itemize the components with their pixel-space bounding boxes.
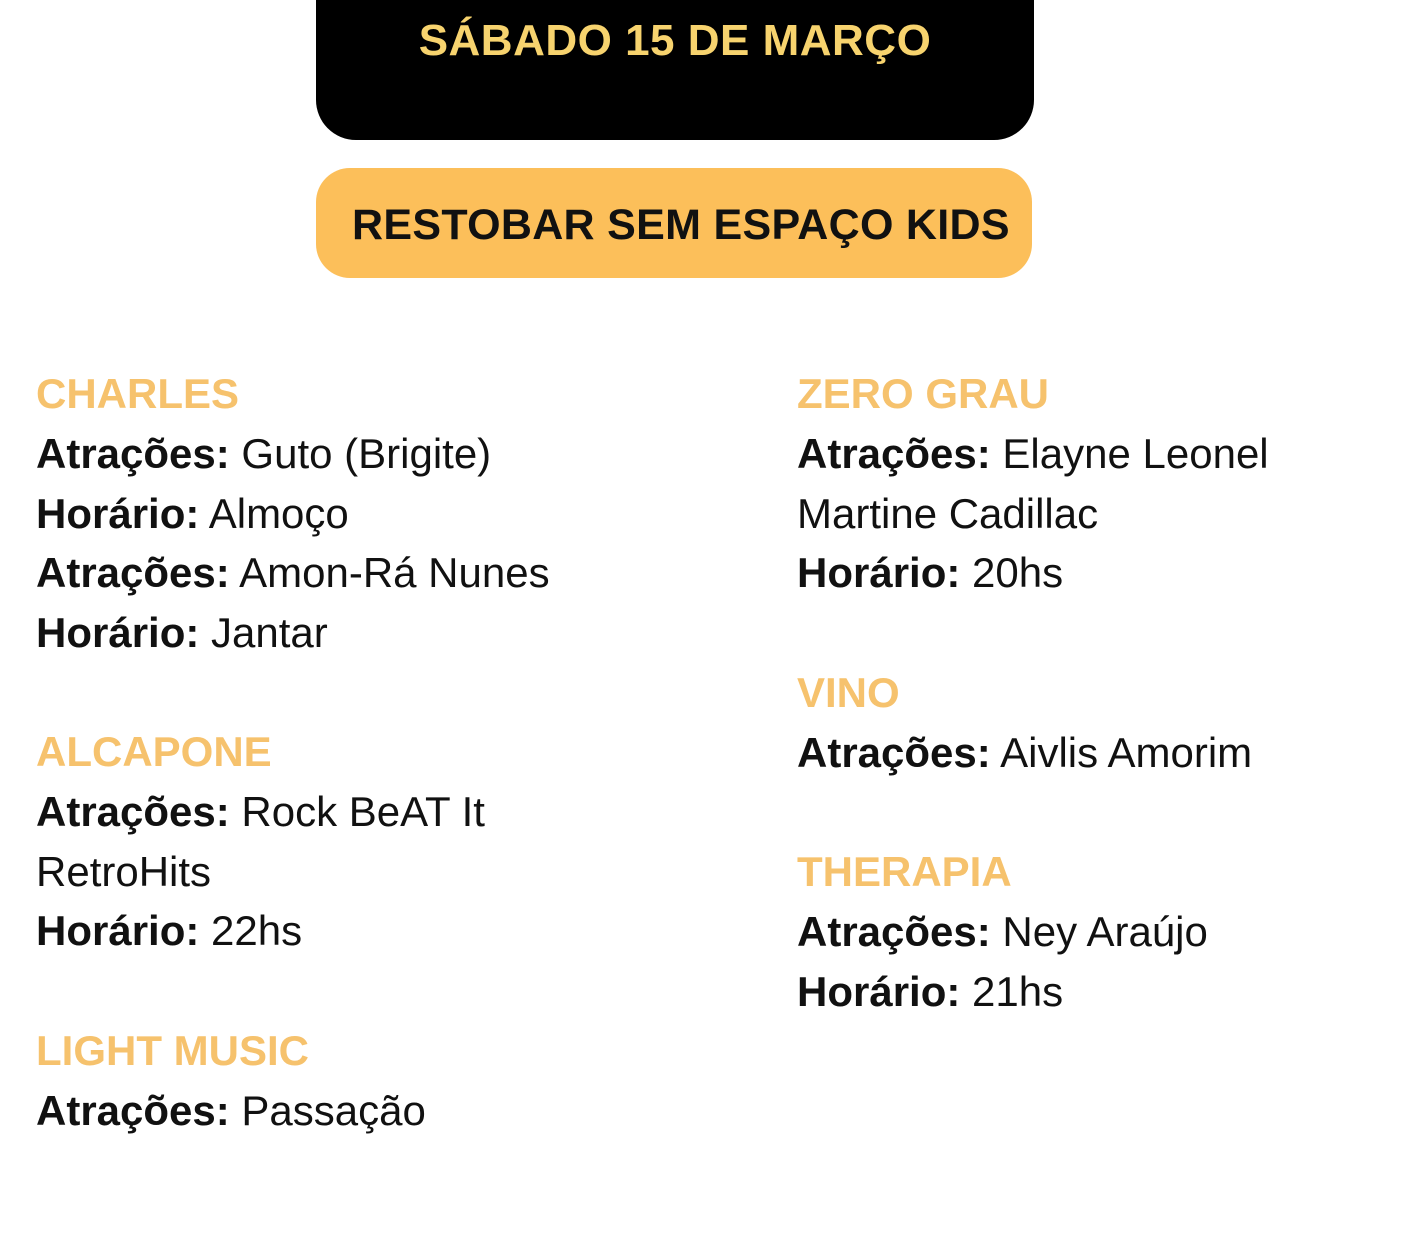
attractions-label: Atrações: xyxy=(36,430,230,477)
info-line xyxy=(36,543,736,603)
info-line xyxy=(36,603,736,663)
venue-banner xyxy=(316,168,1032,278)
info-line xyxy=(797,484,1417,544)
left-column xyxy=(36,364,736,1200)
attractions-label: Atrações: xyxy=(797,430,991,477)
venue-name: VINO xyxy=(797,668,900,716)
attractions-label: Atrações: xyxy=(797,728,991,776)
right-column xyxy=(797,364,1417,1081)
date-banner xyxy=(316,0,1034,140)
info-line xyxy=(36,424,736,484)
info-line xyxy=(797,962,1417,1022)
attractions-value: Passação xyxy=(241,1086,426,1134)
venue-block-light-music xyxy=(36,1021,736,1141)
info-line xyxy=(797,543,1417,603)
venue-block-zero-grau xyxy=(797,364,1417,603)
attractions-value: Elayne Leonel xyxy=(1002,430,1269,477)
info-line xyxy=(36,782,736,842)
time-label: Horário: xyxy=(797,967,961,1015)
info-line xyxy=(797,723,1417,783)
info-line xyxy=(797,902,1417,962)
attractions-value: Guto (Brigite) xyxy=(241,430,492,477)
event-date: SÁBADO 15 DE MARÇO xyxy=(418,16,932,65)
venue-name: LIGHT MUSIC xyxy=(36,1026,309,1074)
time-value: 20hs xyxy=(972,549,1064,596)
time-label: Horário: xyxy=(797,549,961,596)
info-line xyxy=(36,842,736,902)
info-line xyxy=(36,1081,736,1141)
venue-block-alcapone xyxy=(36,722,736,961)
venue-name: CHARLES xyxy=(36,370,240,417)
info-line xyxy=(36,484,736,544)
attractions-label: Atrações: xyxy=(36,788,230,835)
time-label: Horário: xyxy=(36,608,200,656)
attractions-value: RetroHits xyxy=(36,847,212,895)
venue-block-vino xyxy=(797,663,1417,783)
time-value: Jantar xyxy=(211,608,328,656)
venue-name: THERAPIA xyxy=(797,848,1012,895)
venue-title: RESTOBAR SEM ESPAÇO KIDS xyxy=(352,201,1010,249)
attractions-value: Ney Araújo xyxy=(1002,908,1208,955)
attractions-value: Amon-Rá Nunes xyxy=(239,549,550,596)
time-value: 22hs xyxy=(211,907,303,954)
info-line xyxy=(797,424,1417,484)
attractions-value: Aivlis Amorim xyxy=(1000,728,1253,776)
time-value: 21hs xyxy=(972,967,1064,1015)
attractions-label: Atrações: xyxy=(36,549,230,596)
attractions-label: Atrações: xyxy=(36,1086,230,1134)
venue-name: ZERO GRAU xyxy=(797,370,1049,417)
info-line xyxy=(36,901,736,961)
time-value: Almoço xyxy=(208,489,349,537)
time-label: Horário: xyxy=(36,907,200,954)
attractions-label: Atrações: xyxy=(797,908,991,955)
time-label: Horário: xyxy=(36,489,200,537)
venue-block-charles xyxy=(36,364,736,662)
attractions-value: Rock BeAT It xyxy=(241,788,485,835)
venue-name: ALCAPONE xyxy=(36,728,272,775)
venue-block-therapia xyxy=(797,842,1417,1021)
attractions-value: Martine Cadillac xyxy=(797,489,1099,537)
